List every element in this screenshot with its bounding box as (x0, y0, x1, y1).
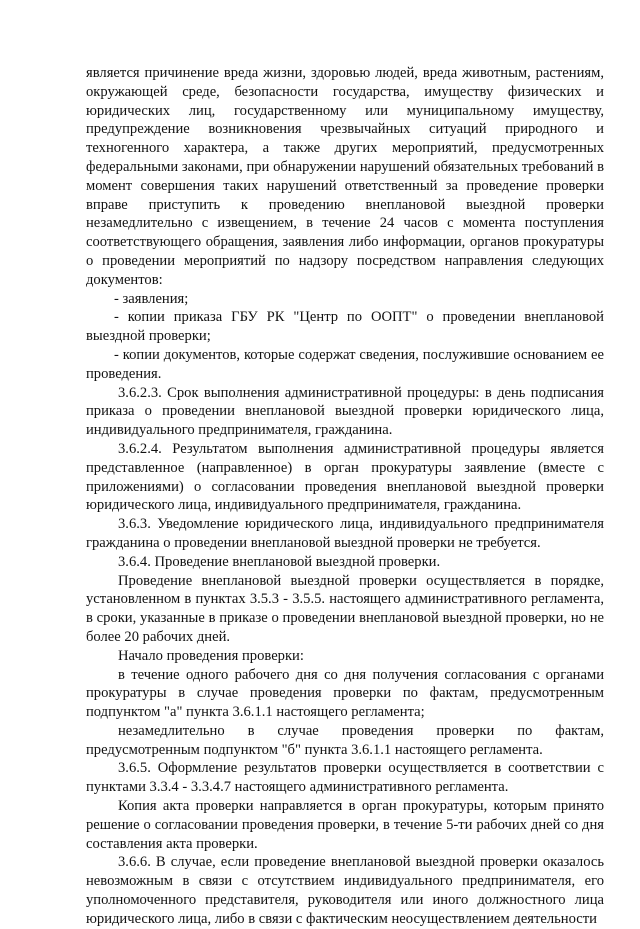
paragraph-act-copy: Копия акта проверки направляется в орган прокуратуры, которым принято решение о согласовании проведения проверки, в течение 5-ти рабочих дней со дня составления акта проверки. (86, 798, 604, 852)
paragraph-3-6-6: 3.6.6. В случае, если проведение внеплановой выездной проверки оказалось невозможным в связи с отсутствием индивидуального предпринимателя, его уполномоченного представителя, руководителя или иного должностного лица юридического лица, либо в связи с фактическим неосуществлением деятельности (86, 854, 604, 927)
paragraph-continuation: является причинение вреда жизни, здоровью людей, вреда животным, растениям, окружающей среде, безопасности государства, имуществу физических и юридических лиц, государственному или муниципальному имуществу, предупреждение возникновения чрезвычайных ситуаций природного и техногенного характера, а также других мероприятий, предусмотренных федеральными законами, при обнаружении нарушений обязательных требований в момент совершения таких нарушений ответственный за проведение проверки вправе приступить к проведению внеплановой выездной проверки незамедлительно с извещением, в течение 24 часов с момента поступления соответствующего обращения, заявления либо информации, органов прокуратуры о проведении мероприятий по надзору посредством направления следующих документов: (86, 65, 604, 288)
paragraph-3-6-3: 3.6.3. Уведомление юридического лица, индивидуального предпринимателя гражданина о проведении внеплановой выездной проверки не требуется. (86, 516, 604, 551)
paragraph-inspection-procedure: Проведение внеплановой выездной проверки осуществляется в порядке, установленном в пунктах 3.5.3 - 3.5.5. настоящего административного регламента, в сроки, указанные в приказе о проведении внеплановой выездной проверки, но не более 20 рабочих дней. (86, 572, 604, 645)
paragraph-inspection-start: Начало проведения проверки: (118, 647, 304, 664)
paragraph-3-6-2-4: 3.6.2.4. Результатом выполнения административной процедуры является представленное (направленное) в орган прокуратуры заявление (вместе с приложениями) о согласовании проведения внеплановой выездной проверки юридического лица, индивидуального предпринимателя, гражданина. (86, 440, 604, 514)
paragraph-3-6-4: 3.6.4. Проведение внеплановой выездной проверки. (118, 553, 441, 570)
paragraph-3-6-5: 3.6.5. Оформление результатов проверки осуществляется в соответствии с пунктами 3.3.4 - 3.3.4.7 настоящего административного регламента. (86, 760, 604, 796)
paragraph-start-immediately: незамедлительно в случае проведения проверки по фактам, предусмотренным подпунктом "б" пункта 3.6.1.1 настоящего регламента. (86, 722, 604, 758)
paragraph-start-within-day: в течение одного рабочего дня со дня получения согласования с органами прокуратуры в случае проведения проверки по фактам, предусмотренным подпунктом "а" пункта 3.6.1.1 настоящего регламента; (86, 666, 604, 721)
list-item-statement: - заявления; (114, 290, 189, 307)
paragraph-3-6-2-3: 3.6.2.3. Срок выполнения административной процедуры: в день подписания приказа о проведении внеплановой выездной проверки юридического лица, индивидуального предпринимателя, гражданина. (86, 384, 604, 439)
list-item-documents-copy: - копии документов, которые содержат сведения, послужившие основанием ее проведения. (86, 346, 604, 382)
list-item-order-copy: - копии приказа ГБУ РК "Центр по ООПТ" о проведении внеплановой выездной проверки; (86, 309, 604, 345)
